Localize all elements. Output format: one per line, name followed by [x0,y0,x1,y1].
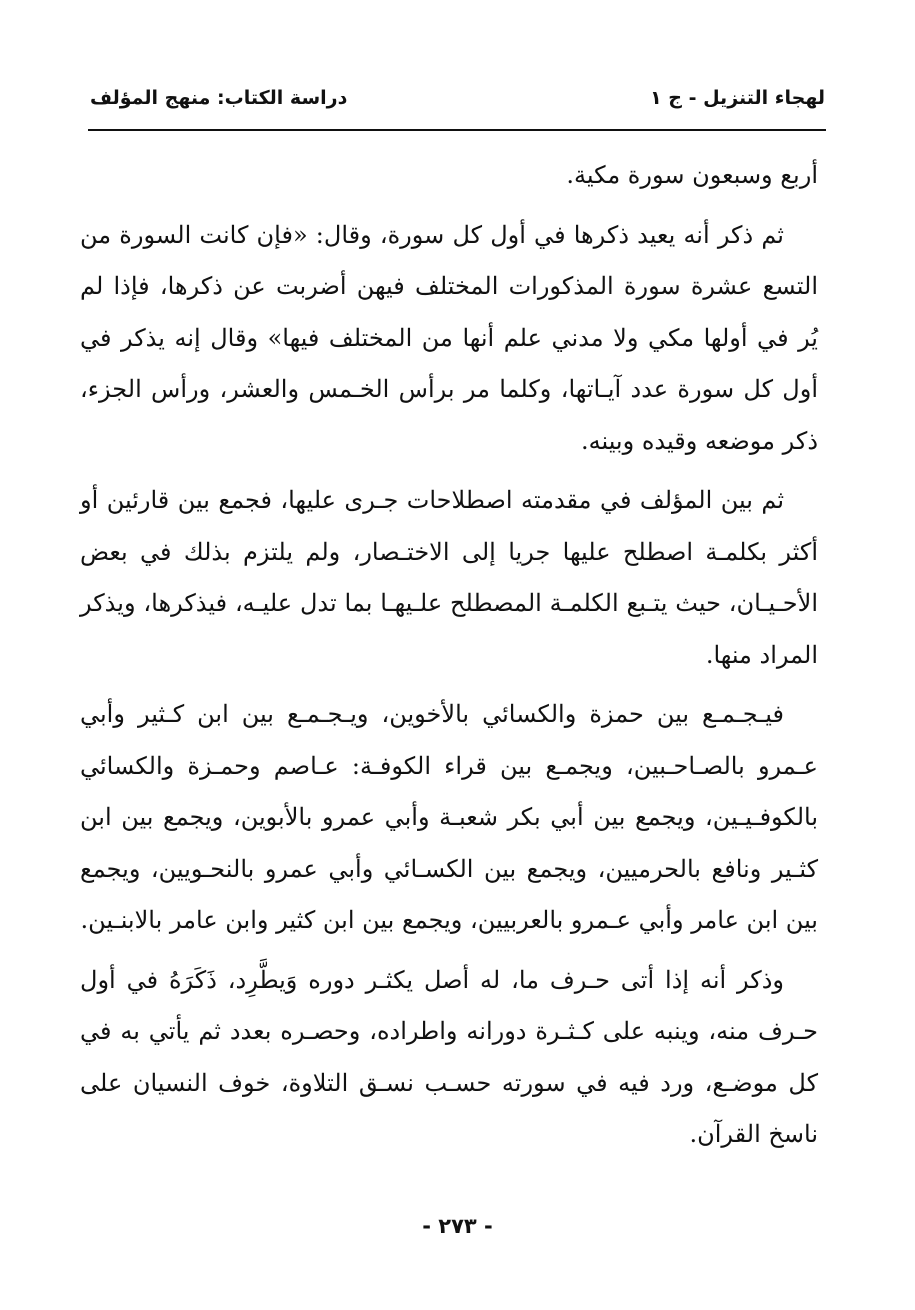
page-number: - ٢٧٣ - [422,1214,493,1238]
running-header [90,84,825,120]
body-text [80,150,818,1169]
paragraph-3: ثم بين المؤلف في مقدمته اصطلاحات جـرى عليها، فجمع بين قارئين أو أكثر بكلمـة اصطلح عليها جريا إلى الاختـصار، ولم يلتزم بذلك في بعض الأحـيـان، حيث يتـبع الكلمـة المصطلح علـيهـا بما تدل عليـه، فيذكرها، ويذكر المراد منها. [80,486,818,669]
paragraph-4: فيـجـمـع بين حمزة والكسائي بالأخوين، ويـجـمـع بين ابن كـثير وأبي عـمرو بالصـاحـبين، ويجمـع بين قراء الكوفـة: عـاصم وحمـزة والكسائي بالكوفـيـين، ويجمع بين أبي بكر شعبـة وأبي عمرو بالأبوين، ويجمع بين ابن كثـير ونافع بالحرميين، ويجمع بين الكسـائي وأبي عمرو بالنحـويين، ويجمع بين ابن عامر وأبي عـمرو بالعربيين، ويجمع بين ابن كثير وابن عامر بالابنـين. [80,700,818,934]
book-title-header: لهجاء التنزيل - ج ١ [650,87,825,109]
paragraph-5: وذكر أنه إذا أتى حـرف ما، له أصل يكثـر دوره وَيطَّرِد، ذَكَرَهُ في أول حـرف منه، وينبه على كـثـرة دورانه واطراده، وحصـره بعدد ثم يأتي به في كل موضـع، ورد فيه في سورته حسـب نسـق التلاوة، خوف النسيان على ناسخ القرآن. [80,965,818,1148]
paragraph-2: ثم ذكر أنه يعيد ذكرها في أول كل سورة، وقال: «فإن كانت السورة من التسع عشرة سورة المذكورات المختلف فيهن أضربت عن ذكرها، فإذا لم يُر في أولها مكي ولا مدني علم أنها من المختلف فيها» وقال إنه يذكر في أول كل سورة عدد آيـاتها، وكلما مر برأس الخـمس والعشر، ورأس الجزء، ذكر موضعه وقيده وبينه. [80,220,818,455]
chapter-title-header: دراسة الكتاب: منهج المؤلف [90,87,348,109]
header-divider [88,129,826,131]
paragraph-1: أربع وسبعون سورة مكية. [566,161,818,189]
